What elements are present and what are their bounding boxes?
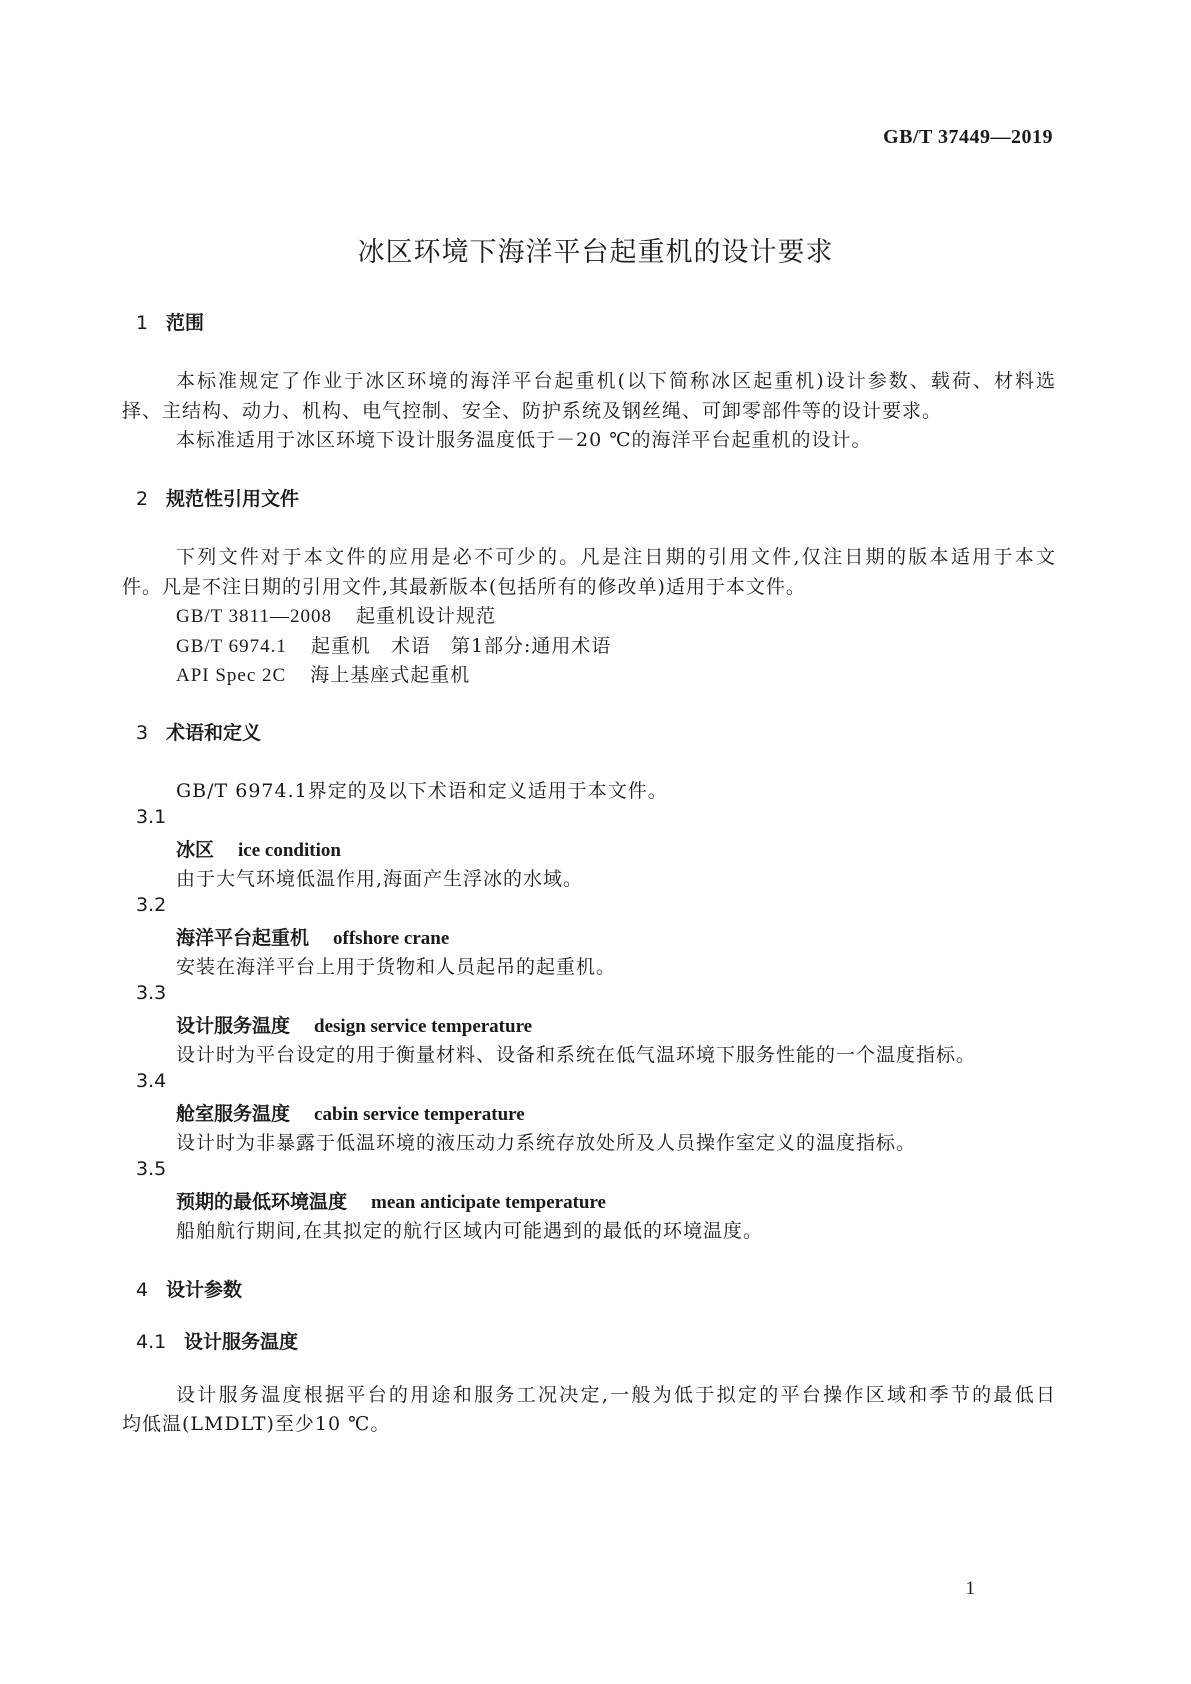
section-number: 3	[136, 722, 149, 744]
section-title: 范围	[166, 312, 205, 334]
reference-title: 海上基座式起重机	[310, 664, 471, 686]
section-number: 4	[136, 1279, 149, 1301]
term-definition: 船舶航行期间,在其拟定的航行区域内可能遇到的最低的环境温度。	[176, 1220, 764, 1242]
reference-item	[176, 660, 470, 687]
term-definition: 设计时为平台设定的用于衡量材料、设备和系统在低气温环境下服务性能的一个温度指标。	[176, 1044, 977, 1066]
subsection-title: 设计服务温度	[184, 1331, 299, 1353]
term-number: 3.5	[136, 1158, 167, 1180]
term-zh: 设计服务温度	[176, 1015, 291, 1037]
term-heading	[176, 923, 449, 950]
section-title: 设计参数	[166, 1279, 243, 1301]
term-en: ice condition	[238, 840, 341, 861]
section-number: 2	[136, 488, 149, 510]
term-en: mean anticipate temperature	[371, 1192, 606, 1213]
section-2-heading	[136, 484, 299, 511]
paragraph-line: 本标准规定了作业于冰区环境的海洋平台起重机(以下简称冰区起重机)设计参数、载荷、材料选	[176, 370, 1056, 392]
reference-code: GB/T 3811—2008	[176, 606, 332, 627]
term-en: cabin service temperature	[314, 1104, 525, 1125]
term-en: design service temperature	[314, 1016, 533, 1037]
term-number: 3.4	[136, 1070, 167, 1092]
standard-number: GB/T 37449—2019	[883, 126, 1053, 148]
reference-item	[176, 601, 496, 628]
term-definition: 由于大气环境低温作用,海面产生浮冰的水域。	[176, 868, 584, 890]
reference-code: API Spec 2C	[176, 665, 287, 686]
section-4-heading	[136, 1275, 242, 1302]
term-zh: 海洋平台起重机	[176, 927, 310, 949]
term-zh: 预期的最低环境温度	[176, 1191, 348, 1213]
subsection-4-1-heading	[136, 1327, 298, 1354]
reference-title: 起重机 术语 第1部分:通用术语	[310, 635, 612, 657]
paragraph-line: 下列文件对于本文件的应用是必不可少的。凡是注日期的引用文件,仅注日期的版本适用于本文	[176, 546, 1056, 568]
paragraph: 本标准适用于冰区环境下设计服务温度低于－20 ℃的海洋平台起重机的设计。	[176, 429, 872, 451]
paragraph-line: 均低温(LMDLT)至少10 ℃。	[122, 1413, 391, 1435]
term-heading	[176, 1011, 532, 1038]
page-number: 1	[965, 1578, 975, 1599]
section-title: 术语和定义	[166, 722, 262, 744]
section-number: 1	[136, 312, 149, 334]
reference-code: GB/T 6974.1	[176, 636, 287, 657]
term-definition: 安装在海洋平台上用于货物和人员起吊的起重机。	[176, 956, 617, 978]
term-heading	[176, 1187, 606, 1214]
section-title: 规范性引用文件	[166, 488, 300, 510]
reference-title: 起重机设计规范	[355, 605, 496, 627]
term-number: 3.2	[136, 894, 167, 916]
term-number: 3.3	[136, 982, 167, 1004]
reference-item	[176, 631, 611, 658]
term-heading	[176, 835, 341, 862]
page-title: 冰区环境下海洋平台起重机的设计要求	[357, 237, 834, 268]
paragraph-line: 件。凡是不注日期的引用文件,其最新版本(包括所有的修改单)适用于本文件。	[122, 576, 806, 598]
paragraph-line: 设计服务温度根据平台的用途和服务工况决定,一般为低于拟定的平台操作区域和季节的最低日	[176, 1384, 1056, 1406]
term-en: offshore crane	[333, 928, 450, 949]
section-1-heading	[136, 308, 204, 335]
section-3-heading	[136, 718, 261, 745]
paragraph: GB/T 6974.1界定的及以下术语和定义适用于本文件。	[176, 780, 668, 802]
term-number: 3.1	[136, 806, 167, 828]
term-zh: 舱室服务温度	[176, 1103, 291, 1125]
subsection-number: 4.1	[136, 1331, 167, 1353]
term-definition: 设计时为非暴露于低温环境的液压动力系统存放处所及人员操作室定义的温度指标。	[176, 1132, 917, 1154]
term-heading	[176, 1099, 525, 1126]
term-zh: 冰区	[176, 839, 215, 861]
paragraph-line: 择、主结构、动力、机构、电气控制、安全、防护系统及钢丝绳、可卸零部件等的设计要求。	[122, 400, 943, 422]
